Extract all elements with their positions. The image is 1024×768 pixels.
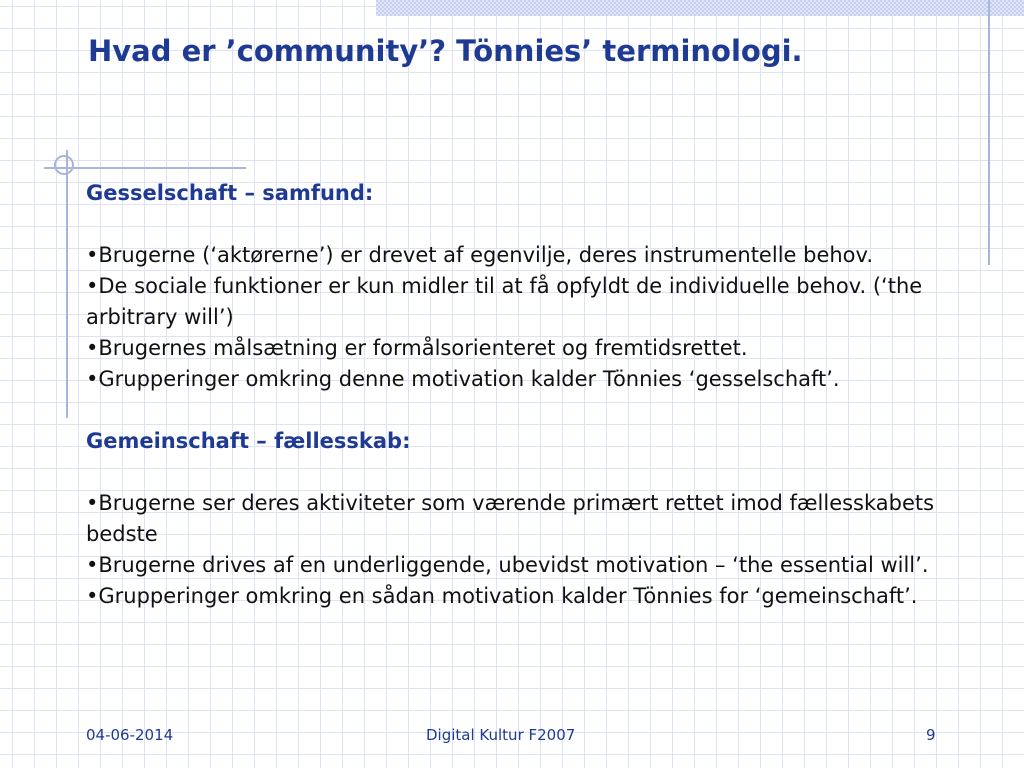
footer-date: 04-06-2014	[86, 726, 174, 744]
right-decoration-line	[988, 0, 990, 265]
circle-decoration	[54, 155, 74, 175]
left-decoration-line	[66, 150, 68, 418]
spacer	[86, 209, 936, 240]
spacer	[86, 395, 936, 426]
horizontal-decoration-line	[44, 167, 246, 169]
bullet-item: •Grupperinger omkring denne motivation kalder Tönnies ‘gesselschaft’.	[86, 367, 840, 391]
bullet-item: •Brugernes målsætning er formålsorienteret og fremtidsrettet.	[86, 336, 748, 360]
bullet-item: •Brugerne ser deres aktiviteter som værende primært rettet imod fællesskabets bedste	[86, 491, 935, 546]
footer-course-title: Digital Kultur F2007	[426, 726, 576, 744]
top-decoration-band	[376, 0, 1024, 16]
bullet-item: •Grupperinger omkring en sådan motivation kalder Tönnies for ‘gemeinschaft’.	[86, 584, 918, 608]
slide-body	[86, 178, 936, 612]
spacer	[86, 457, 936, 488]
footer-page-number: 9	[926, 726, 936, 744]
slide-title: Hvad er ’community’? Tönnies’ terminologi.	[88, 34, 803, 68]
section-heading-gemeinschaft: Gemeinschaft – fællesskab:	[86, 429, 411, 453]
bullet-item: •Brugerne drives af en underliggende, ubevidst motivation – ‘the essential will’.	[86, 553, 929, 577]
section-heading-gesselschaft: Gesselschaft – samfund:	[86, 181, 374, 205]
bullet-item: •De sociale funktioner er kun midler til at få opfyldt de individuelle behov. (‘the arbitrary will’)	[86, 274, 923, 329]
bullet-item: •Brugerne (‘aktørerne’) er drevet af egenvilje, deres instrumentelle behov.	[86, 243, 873, 267]
